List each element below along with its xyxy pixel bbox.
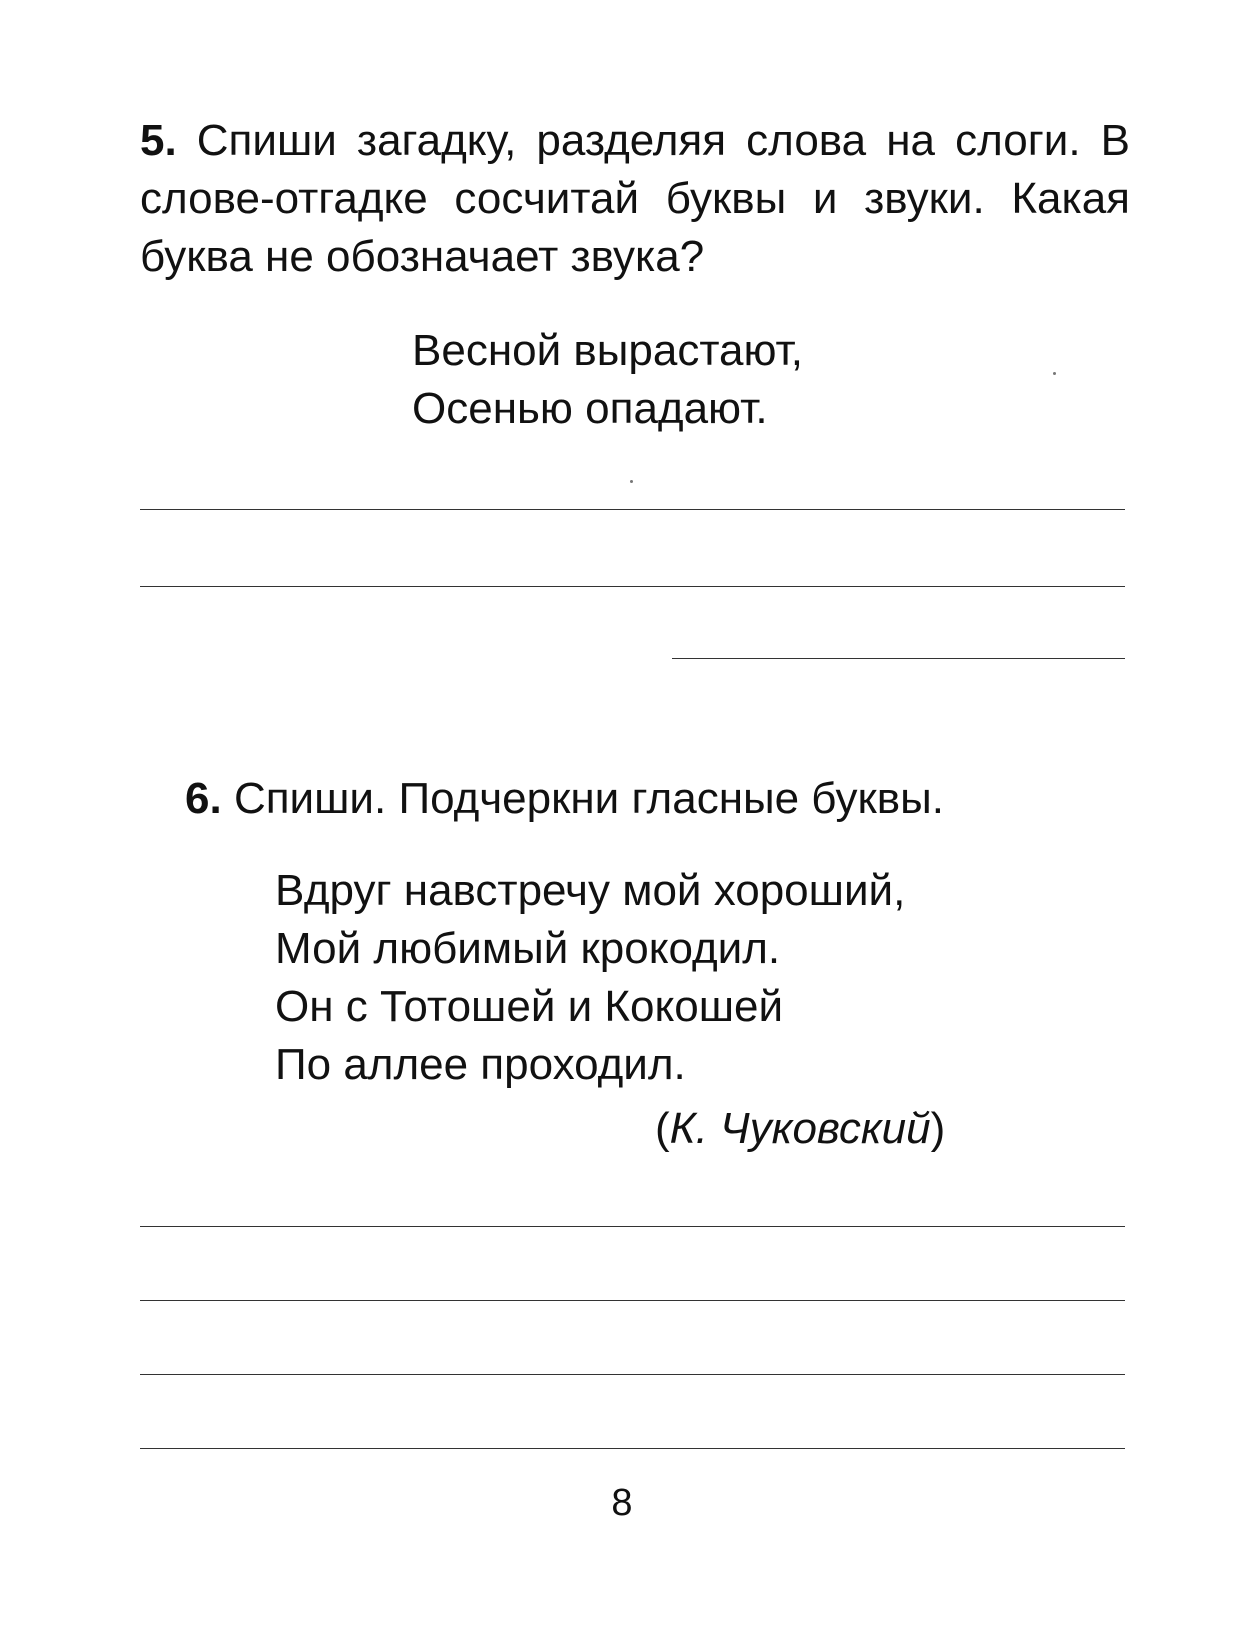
task-5-instruction [140, 112, 1130, 286]
answer-line-6-2[interactable] [140, 1300, 1125, 1301]
task-6-instruction-text: Спиши. Подчеркни гласные буквы. [233, 774, 945, 823]
author-paren-close: ) [930, 1104, 946, 1153]
answer-line-5-1[interactable] [140, 509, 1125, 510]
poem-line-3: Он с Тотошей и Кокошей [275, 982, 784, 1031]
task-6-instruction [185, 770, 1175, 828]
answer-line-6-1[interactable] [140, 1226, 1125, 1227]
task-6-number: 6. [185, 774, 222, 823]
print-speck [1053, 372, 1056, 375]
poem-line-1: Вдруг навстречу мой хороший, [275, 866, 906, 915]
riddle [412, 322, 803, 438]
task-5-number: 5. [140, 116, 177, 165]
poem-author [655, 1100, 945, 1158]
author-name: К. Чуковский [669, 1104, 931, 1153]
answer-line-6-4[interactable] [140, 1448, 1125, 1449]
print-speck [630, 480, 633, 483]
answer-line-6-3[interactable] [140, 1374, 1125, 1375]
poem-line-2: Мой любимый крокодил. [275, 924, 781, 973]
answer-line-5-3[interactable] [672, 658, 1125, 659]
page-number: 8 [611, 1482, 633, 1524]
task-5-instruction-text: Спиши загадку, разделяя слова на слоги. В слове-отгадке сосчитай буквы и звуки. Какая буква не обозначает звука? [140, 116, 1130, 281]
answer-line-5-2[interactable] [140, 586, 1125, 587]
author-paren-open: ( [655, 1104, 670, 1153]
poem [275, 862, 905, 1094]
riddle-line-2: Осенью опадают. [412, 384, 768, 433]
riddle-line-1: Весной вырастают, [412, 326, 803, 375]
poem-line-4: По аллее проходил. [275, 1040, 686, 1089]
